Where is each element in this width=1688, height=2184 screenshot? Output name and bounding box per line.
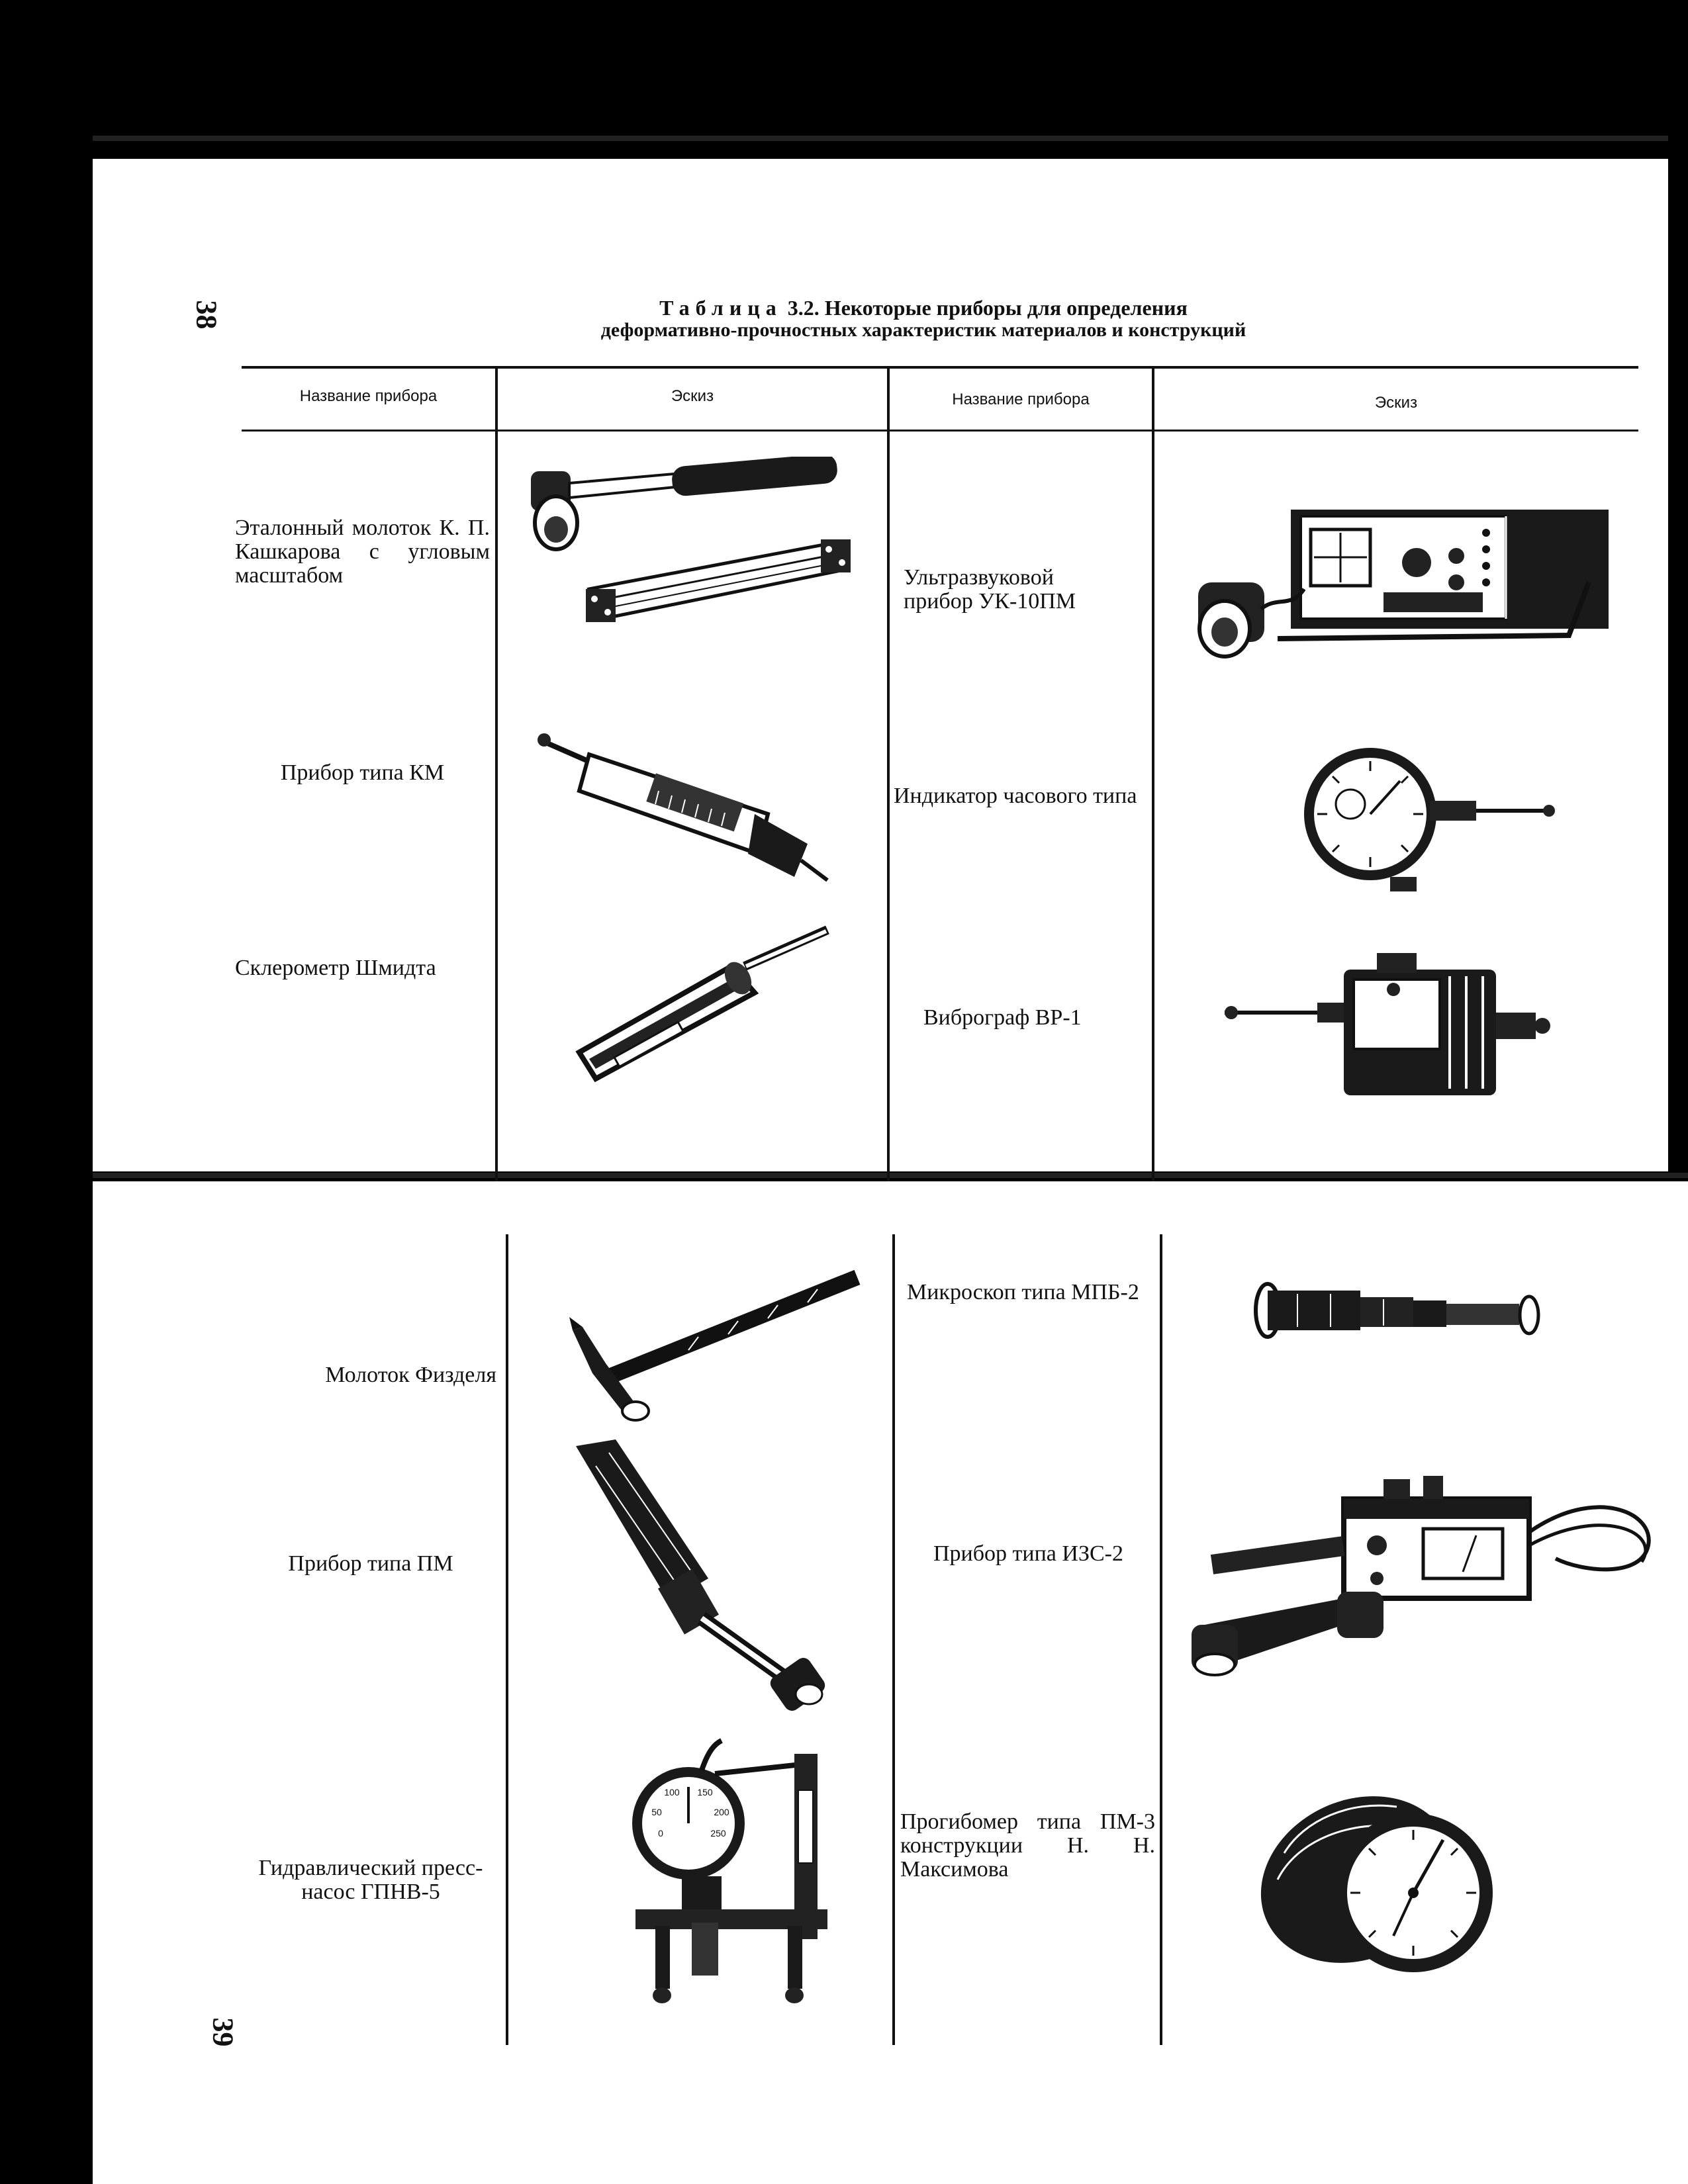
device-name-schmidt: Склерометр Шмидта	[235, 956, 436, 980]
page-number-left: 38	[190, 300, 223, 330]
hydraulic-press-icon	[609, 1737, 887, 2009]
gauge-label-200: 200	[714, 1807, 729, 1817]
header-sketch-right: Эскиз	[1374, 394, 1418, 412]
ultrasonic-device-icon	[1178, 496, 1628, 675]
device-name-reference-hammer: Эталонный молоток К. П. Кашкарова с угловым масштабом	[235, 516, 490, 588]
device-name-ultrasonic: Ультразвуковой прибор УК-10ПМ	[904, 565, 1076, 614]
device-name-pm: Прибор типа ПМ	[288, 1551, 453, 1576]
column-divider-3-bottom	[1160, 1234, 1162, 2045]
gauge-label-150: 150	[697, 1787, 713, 1797]
device-name-vibrograph: Виброграф ВР-1	[923, 1005, 1082, 1030]
km-device-icon	[536, 728, 834, 887]
device-name-km: Прибор типа КМ	[280, 760, 445, 785]
header-name-right: Название прибора	[952, 390, 1090, 408]
table-title-prefix: Таблица	[659, 296, 782, 320]
izs-device-icon	[1185, 1473, 1662, 1691]
fizdel-hammer-icon	[556, 1264, 874, 1436]
table-title-number: 3.2.	[787, 296, 820, 320]
table-title-line2: деформативно-прочностных характеристик материалов и конструкций	[600, 319, 1246, 341]
deflectometer-icon	[1244, 1774, 1523, 2032]
device-name-microscope: Микроскоп типа МПБ-2	[907, 1280, 1139, 1304]
gauge-label-250: 250	[710, 1828, 726, 1839]
column-divider-1	[495, 366, 498, 1269]
pm-device-icon	[549, 1439, 834, 1717]
schmidt-hammer-icon	[566, 920, 831, 1085]
gauge-label-50: 50	[651, 1807, 662, 1817]
dial-indicator-icon	[1251, 741, 1562, 893]
vibrograph-icon	[1218, 950, 1562, 1109]
device-name-deflectometer: Прогибомер типа ПМ-3 конструкции Н. Н. Максимова	[900, 1809, 1155, 1882]
device-name-fizdel-hammer: Молоток Физделя	[325, 1363, 496, 1387]
gauge-label-0: 0	[658, 1828, 663, 1839]
column-divider-2	[887, 366, 890, 1276]
table-top-rule	[242, 366, 1638, 369]
page-39	[93, 1181, 1688, 2184]
column-divider-3	[1152, 366, 1154, 1276]
microscope-icon	[1251, 1281, 1569, 1347]
device-name-dial-indicator: Индикатор часового типа	[894, 784, 1137, 808]
header-name-left: Название прибора	[299, 387, 438, 405]
page-number-right: 39	[207, 2017, 240, 2047]
header-sketch-left: Эскиз	[671, 387, 714, 405]
device-name-izs: Прибор типа ИЗС-2	[933, 1541, 1123, 1566]
page-38	[93, 159, 1668, 1171]
scan-edge-middle	[93, 1173, 1688, 1178]
table-header-rule	[242, 430, 1638, 432]
table-title-line1: Некоторые приборы для определения	[824, 296, 1188, 320]
column-divider-1-bottom	[506, 1234, 508, 2045]
reference-hammer-icon	[523, 457, 880, 655]
table-title	[331, 296, 1516, 341]
scan-edge-top	[93, 136, 1668, 141]
column-divider-2-bottom	[892, 1234, 895, 2045]
gauge-label-100: 100	[664, 1787, 680, 1797]
device-name-hydraulic-press: Гидравлический пресс-насос ГПНВ-5	[258, 1856, 483, 1904]
